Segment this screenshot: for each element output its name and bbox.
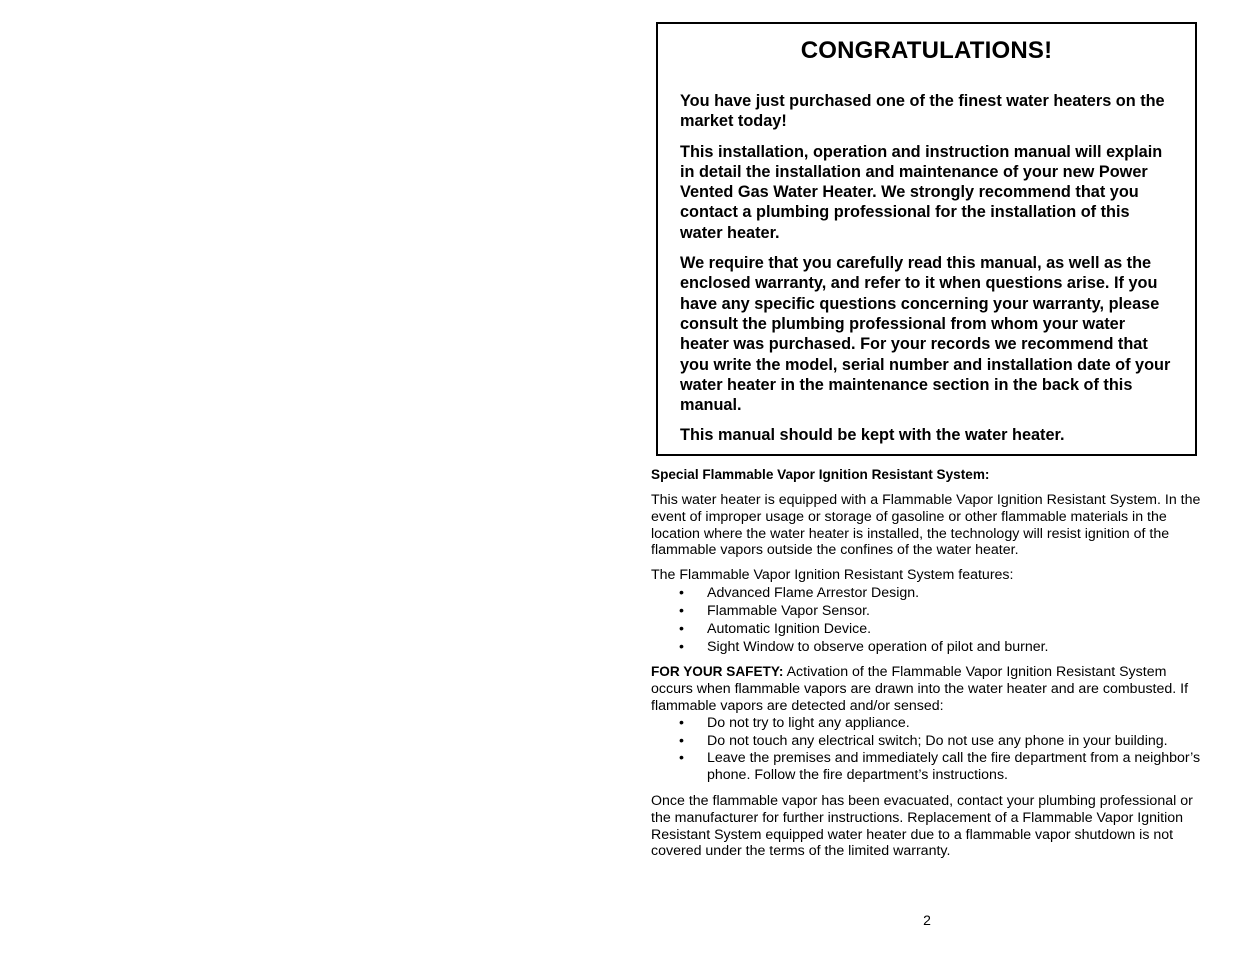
list-item: • Do not try to light any appliance. [679,715,910,732]
features-intro: The Flammable Vapor Ignition Resistant System features: [651,567,1014,583]
congrats-paragraph-purchase: You have just purchased one of the finest water heaters on the market today! [680,92,1165,131]
manual-page [651,0,1203,954]
congratulations-box [656,22,1197,456]
bullet-icon: • [679,750,684,767]
list-item: • Do not touch any electrical switch; Do not use any phone in your building. [679,733,1168,750]
safety-block [651,664,1203,784]
safety-text: Activation of the Flammable Vapor Ignition Resistant System occurs when flammable vapors are drawn into the water heater and are combusted. If flammable vapors are detected and/or sensed: [651,664,1189,714]
flammable-intro-paragraph [651,492,1203,559]
list-item: • Advanced Flame Arrestor Design. [679,584,920,601]
bullet-icon: • [679,584,684,601]
closing-paragraph [651,793,1203,860]
blank-left-page [0,0,617,954]
list-item: • Leave the premises and immediately call the fire department from a neighbor’s phone. Follow the fire department’s instructions. [679,750,1201,784]
congrats-paragraph-warranty: We require that you carefully read this manual, as well as the enclosed warranty, and refer to it when questions arise. If you have any specific questions concerning your warranty, please consult the plumbing professional from whom your water heater was purchased. For your records we recommend that you write the model, serial number and installation date of your water heater in the maintenance section in the back of this manual. [680,254,1171,415]
congrats-paragraph-keep: This manual should be kept with the water heater. [680,426,1065,445]
safety-paragraph [651,664,1203,714]
safety-list [651,714,1203,784]
list-item: • Automatic Ignition Device. [679,620,872,637]
congrats-paragraph-manual: This installation, operation and instruction manual will explain in detail the installation and maintenance of your new Power Vented Gas Water Heater. We strongly recommend that you contact a plumbing professional for the installation of this water heater. [680,142,1163,242]
features-block [651,567,1203,656]
features-list [651,584,1203,656]
page-number: 2 [923,912,931,928]
closing-text: Once the flammable vapor has been evacuated, contact your plumbing professional or the manufacturer for further instructions. Replacement of a Flammable Vapor Ignition Resistant System equipped water heater due to a flammable vapor shutdown is not covered under the terms of the limited warranty. [651,793,1193,860]
bullet-icon: • [679,733,684,750]
bullet-icon: • [679,620,684,637]
bullet-icon: • [679,638,684,655]
congratulations-title: CONGRATULATIONS! [800,37,1053,64]
safety-label: FOR YOUR SAFETY: [651,664,784,679]
flammable-intro-text: This water heater is equipped with a Flammable Vapor Ignition Resistant System. In the event of improper usage or storage of gasoline or other flammable materials in the location where the water heater is installed, the technology will resist ignition of the flammable vapors outside the confines of the water heater. [651,492,1201,559]
list-item: • Flammable Vapor Sensor. [679,602,870,619]
bullet-icon: • [679,602,684,619]
list-item: • Sight Window to observe operation of pilot and burner. [679,638,1049,655]
bullet-icon: • [679,715,684,732]
flammable-section-heading: Special Flammable Vapor Ignition Resistant System: [651,467,990,482]
